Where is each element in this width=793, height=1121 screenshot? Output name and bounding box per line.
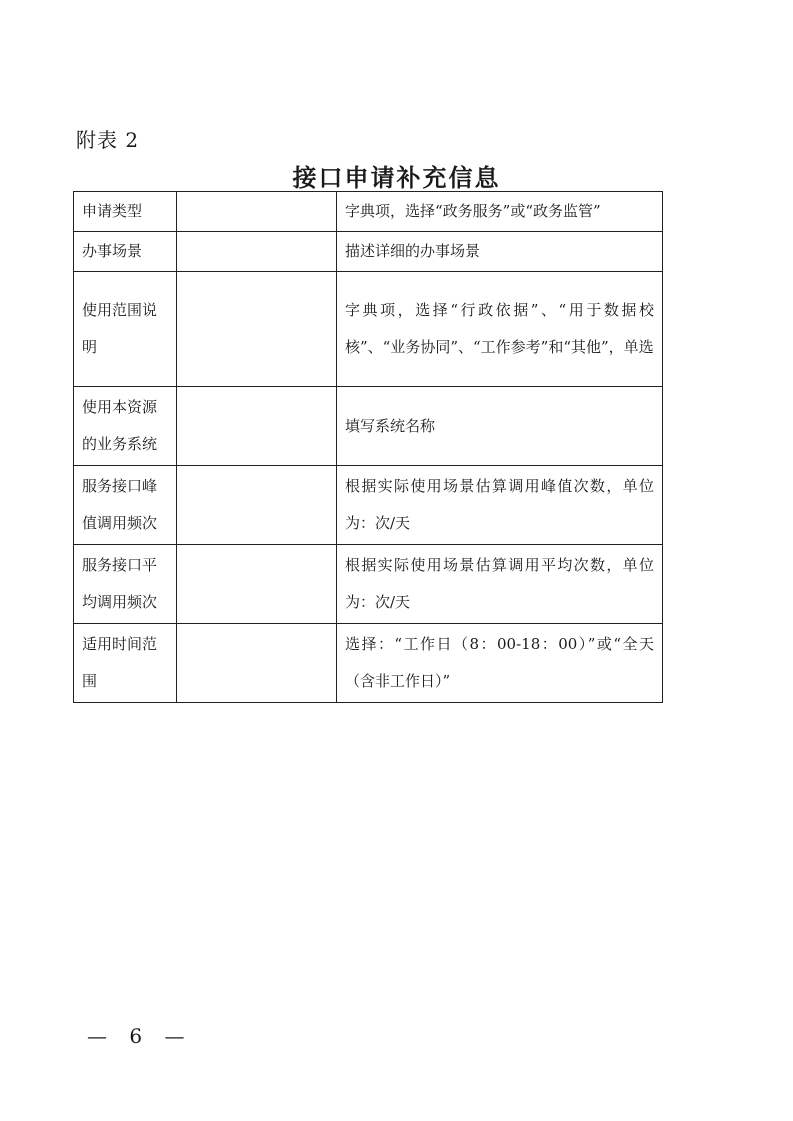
row-value-field[interactable] <box>177 232 337 272</box>
document-title: 接口申请补充信息 <box>292 164 501 192</box>
row-label: 使用范围说明 <box>74 272 177 387</box>
row-label: 使用本资源的业务系统 <box>74 387 177 466</box>
table-row <box>74 545 663 624</box>
row-value-field[interactable] <box>177 192 337 232</box>
row-description: 字典项，选择“政务服务”或“政务监管” <box>337 192 663 232</box>
row-description: 描述详细的办事场景 <box>337 232 663 272</box>
row-value-field[interactable] <box>177 387 337 466</box>
appendix-label: 附表 2 <box>76 128 140 152</box>
row-description: 根据实际使用场景估算调用平均次数，单位为：次/天 <box>337 545 663 624</box>
row-description: 选择：“工作日（8：00-18：00）”或“全天（含非工作日）” <box>337 624 663 703</box>
row-label: 适用时间范围 <box>74 624 177 703</box>
table-row <box>74 387 663 466</box>
row-value-field[interactable] <box>177 466 337 545</box>
info-table <box>73 191 663 703</box>
row-label: 服务接口峰值调用频次 <box>74 466 177 545</box>
page-number: — 6 — <box>87 1024 193 1048</box>
row-description: 根据实际使用场景估算调用峰值次数，单位为：次/天 <box>337 466 663 545</box>
row-description: 填写系统名称 <box>337 387 663 466</box>
row-label: 服务接口平均调用频次 <box>74 545 177 624</box>
table-row <box>74 624 663 703</box>
row-description: 字典项，选择“行政依据”、“用于数据校核”、“业务协同”、“工作参考”和“其他”，单选 <box>337 272 663 387</box>
table-row <box>74 192 663 232</box>
table-row <box>74 232 663 272</box>
row-value-field[interactable] <box>177 624 337 703</box>
table-row <box>74 272 663 387</box>
row-label: 申请类型 <box>74 192 177 232</box>
row-value-field[interactable] <box>177 545 337 624</box>
row-label: 办事场景 <box>74 232 177 272</box>
table-row <box>74 466 663 545</box>
row-value-field[interactable] <box>177 272 337 387</box>
